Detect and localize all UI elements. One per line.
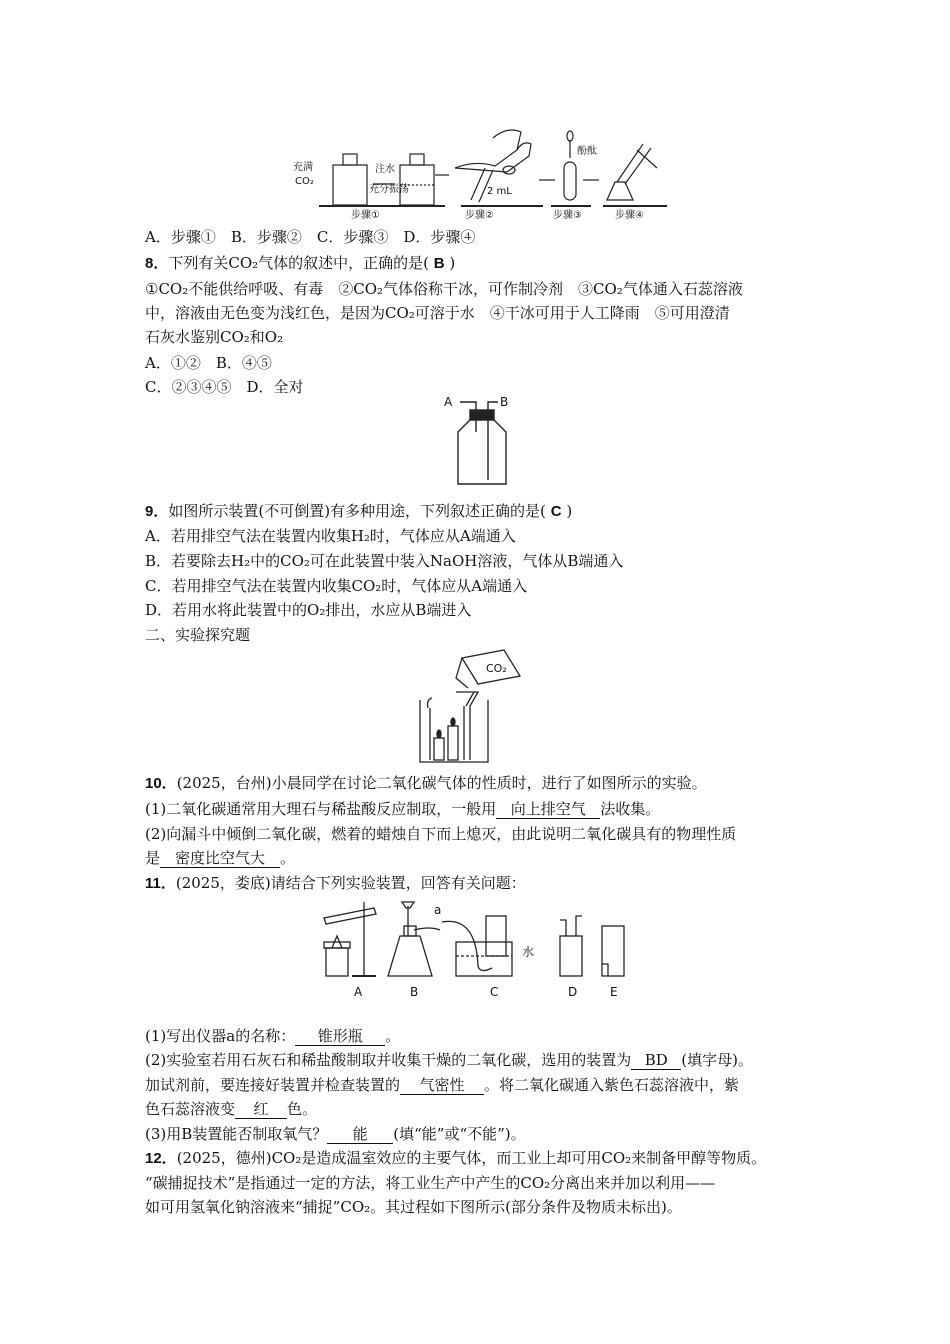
q9-stem-text: 如图所示装置(不可倒置)有多种用途，下列叙述正确的是( <box>168 502 546 520</box>
q8-statement-2 <box>145 302 730 324</box>
q7-options-text: A．步骤① B．步骤② C．步骤③ D．步骤④ <box>145 228 476 246</box>
q10-part-2 <box>145 823 736 845</box>
q11-p1-post: 。 <box>385 1027 401 1045</box>
q11-p3-answer: 能 <box>327 1125 393 1144</box>
q11-part-2 <box>145 1049 753 1071</box>
q10-p2-pre: 是 <box>145 849 161 867</box>
q11-p2c-answer: 红 <box>235 1100 287 1119</box>
apparatus-label-d: D <box>568 985 578 999</box>
q12-line-2 <box>145 1172 715 1194</box>
water-label: 水 <box>522 945 535 959</box>
q8-close: ) <box>449 254 456 272</box>
q9-c-text: C．若用排空气法在装置内收集CO₂时，气体应从A端通入 <box>145 577 528 595</box>
q11-p3-pre: (3)用B装置能否制取氧气？ <box>145 1125 328 1143</box>
q7-options <box>145 226 475 248</box>
section-heading <box>145 624 250 646</box>
q11-number: 11． <box>145 875 176 892</box>
q11-p1-answer: 锥形瓶 <box>295 1027 385 1046</box>
q11-p2c-pre: 色石蕊溶液变 <box>145 1100 236 1118</box>
step-2-label: 步骤② <box>465 210 494 221</box>
q8-opt1-text: A．①② B．④⑤ <box>145 354 272 372</box>
q10-stem <box>145 772 707 795</box>
q9-close: ) <box>566 502 573 520</box>
q11-p2-answer: BD <box>631 1051 681 1070</box>
q11-p2b-post: 。将二氧化碳通入紫色石蕊溶液中，紫 <box>484 1076 740 1094</box>
q12-line-1 <box>145 1147 766 1170</box>
q10-p1-answer: 向上排空气 <box>496 800 600 819</box>
q9-stem <box>145 500 572 523</box>
step-4-label: 步骤④ <box>615 210 644 221</box>
q11-p2-pre: (2)实验室若用石灰石和稀盐酸制取并收集干燥的二氧化碳，选用的装置为 <box>145 1051 632 1069</box>
port-a-label: A <box>444 395 453 409</box>
q12-l2-text: “碳捕捉技术”是指通过一定的方法，将工业生产中产生的CO₂分离出来并加以利用—— <box>145 1174 716 1192</box>
gas-bottle-figure <box>436 392 516 492</box>
q9-option-b <box>145 550 623 572</box>
q11-part-2b <box>145 1074 739 1096</box>
bottle-co2-label: CO₂ <box>486 662 507 675</box>
q11-p2-post: (填字母)。 <box>681 1051 753 1069</box>
fig-label-a-small: a <box>434 903 442 917</box>
q10-stem-text: (2025，台州)小晨同学在讨论二氧化碳气体的性质时，进行了如图所示的实验。 <box>176 774 707 792</box>
q10-p1-post: 法收集。 <box>600 800 661 818</box>
q8-stem-text: 下列有关CO₂气体的叙述中，正确的是( <box>168 254 429 272</box>
q10-number: 10． <box>145 775 177 792</box>
q11-part-3 <box>145 1123 526 1145</box>
q10-p2-post: 。 <box>280 849 296 867</box>
apparatus-label-a: A <box>354 985 363 999</box>
apparatus-label-b: B <box>410 985 419 999</box>
q11-p2c-post: 色。 <box>287 1100 318 1118</box>
q9-option-a <box>145 525 516 547</box>
section-title: 二、实验探究题 <box>145 626 251 644</box>
apparatus-label-e: E <box>610 985 618 999</box>
q11-stem <box>145 872 526 895</box>
q8-options-1 <box>145 352 272 374</box>
water-label: 注水 <box>375 164 395 175</box>
q9-a-text: A．若用排空气法在装置内收集H₂时，气体应从A端通入 <box>145 527 516 545</box>
q12-l3-text: 如可用氢氧化钠溶液来“捕捉”CO₂。其过程如下图所示(部分条件及物质未标出)。 <box>145 1198 682 1216</box>
q8-options-2 <box>145 376 304 398</box>
q8-number: 8． <box>145 255 169 272</box>
co2-label: CO₂ <box>295 176 314 187</box>
q8-s2-text: 中，溶液由无色变为浅红色，是因为CO₂可溶于水 ④干冰可用于人工降雨 ⑤可用澄清 <box>145 304 730 322</box>
apparatus-label-c: C <box>490 985 499 999</box>
q8-answer: B <box>433 255 445 272</box>
q11-p2b-answer: 气密性 <box>400 1076 484 1095</box>
q9-number: 9． <box>145 503 169 520</box>
q8-statement-3 <box>145 326 283 348</box>
q10-p2-answer: 密度比空气大 <box>160 849 280 868</box>
q9-d-text: D．若用水将此装置中的O₂排出，水应从B端进入 <box>145 601 472 619</box>
step-1-label: 步骤① <box>351 210 380 221</box>
beaker-figure <box>416 648 528 766</box>
step-3-label: 步骤③ <box>553 210 582 221</box>
q8-s1-text: ①CO₂不能供给呼吸、有毒 ②CO₂气体俗称干冰，可作制冷剂 ③CO₂气体通入石蕊溶液 <box>145 280 743 298</box>
q12-line-3 <box>145 1196 682 1218</box>
q9-answer: C <box>550 503 562 520</box>
q10-p1-pre: (1)二氧化碳通常用大理石与稀盐酸反应制取，一般用 <box>145 800 497 818</box>
q11-p3-post: (填“能”或“不能”)。 <box>393 1125 526 1143</box>
port-b-label: B <box>500 395 509 409</box>
q11-p2b-pre: 加试剂前，要连接好装置并检查装置的 <box>145 1076 401 1094</box>
volume-label: 2 mL <box>487 186 512 197</box>
q10-part-1 <box>145 798 660 820</box>
q11-part-1 <box>145 1025 400 1047</box>
q8-s3-text: 石灰水鉴别CO₂和O₂ <box>145 328 284 346</box>
q8-opt2-text: C．②③④⑤ D．全对 <box>145 378 304 396</box>
shake-label: 充分振荡 <box>369 184 409 195</box>
steps-figure <box>285 110 675 222</box>
q9-option-c <box>145 575 527 597</box>
q8-stem <box>145 252 455 275</box>
q9-b-text: B．若要除去H₂中的CO₂可在此装置中装入NaOH溶液，气体从B端通入 <box>145 552 624 570</box>
phenol-label: 酚酞 <box>577 146 597 157</box>
q10-part-2-answer <box>145 847 295 869</box>
q11-p1-pre: (1)写出仪器a的名称： <box>145 1027 296 1045</box>
q8-statement-1 <box>145 278 743 300</box>
q9-option-d <box>145 599 471 621</box>
q10-p2-line: (2)向漏斗中倾倒二氧化碳，燃着的蜡烛自下而上熄灭，由此说明二氧化碳具有的物理性质 <box>145 825 737 843</box>
q11-stem-text: (2025，娄底)请结合下列实验装置，回答有关问题： <box>175 874 526 892</box>
q12-number: 12． <box>145 1150 177 1167</box>
q12-l1-text: (2025，德州)CO₂是造成温室效应的主要气体，而工业上却可用CO₂来制备甲醇等物质。 <box>176 1149 767 1167</box>
fill-label: 充满 <box>293 162 313 173</box>
apparatus-figure <box>316 896 646 1002</box>
q11-part-2c <box>145 1098 317 1120</box>
